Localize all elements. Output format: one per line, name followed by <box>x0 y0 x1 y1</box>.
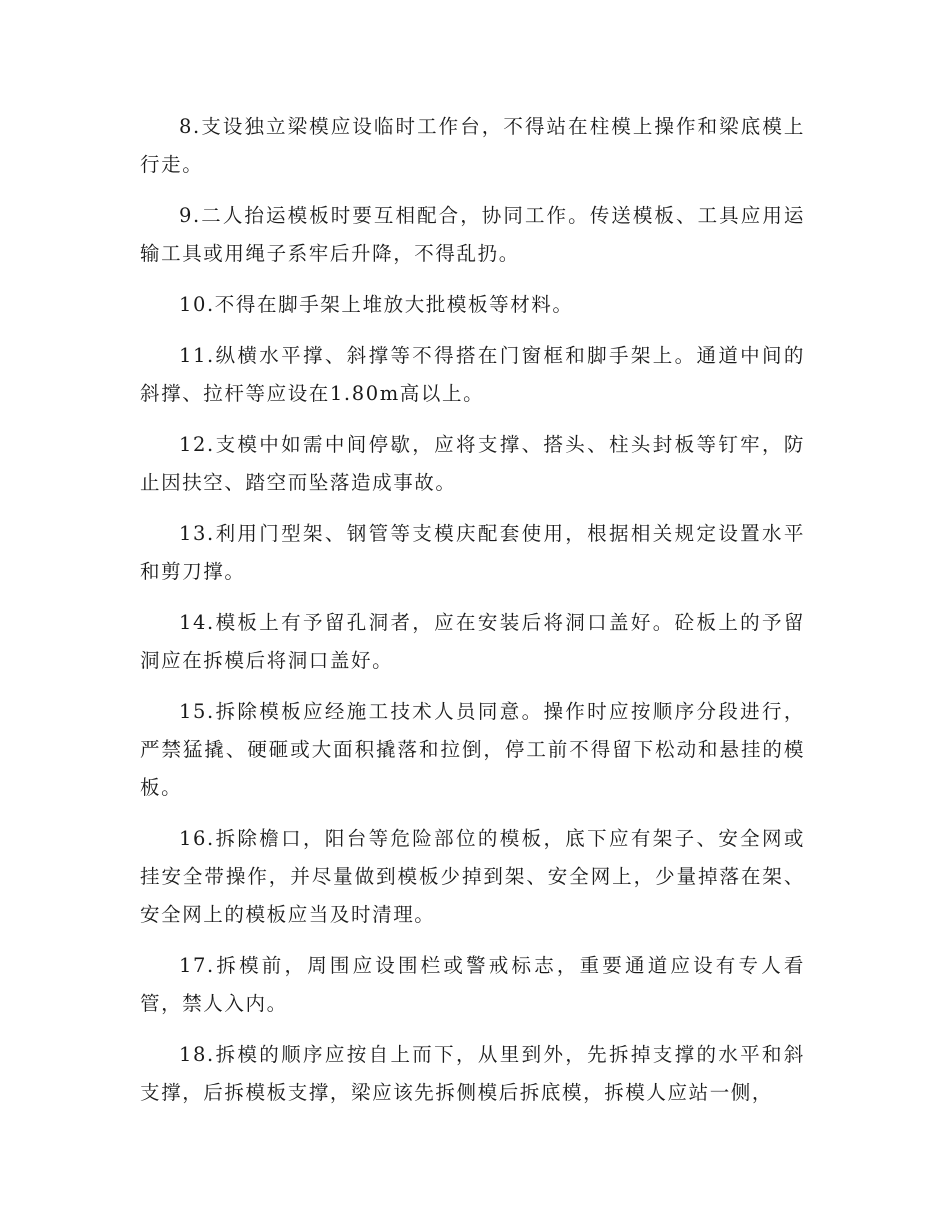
paragraph-14: 14.模板上有予留孔洞者，应在安装后将洞口盖好。砼板上的予留洞应在拆模后将洞口盖好。 <box>140 611 805 672</box>
paragraph-8: 8.支设独立梁模应设临时工作台，不得站在柱模上操作和梁底模上行走。 <box>140 115 805 176</box>
paragraph-12: 12.支模中如需中间停歇，应将支撑、搭头、柱头封板等钉牢，防止因扶空、踏空而坠落造成事故。 <box>140 433 805 494</box>
paragraph-17: 17.拆模前，周围应设围栏或警戒标志，重要通道应设有专人看管，禁人入内。 <box>140 954 805 1015</box>
paragraph-18: 18.拆模的顺序应按自上而下，从里到外，先拆掉支撑的水平和斜支撑，后拆模板支撑，梁应该先拆侧模后拆底模，拆模人应站一侧， <box>140 1043 805 1104</box>
paragraph-9: 9.二人抬运模板时要互相配合，协同工作。传送模板、工具应用运输工具或用绳子系牢后升降，不得乱扔。 <box>140 204 805 265</box>
paragraph-16: 16.拆除檐口，阳台等危险部位的模板，底下应有架子、安全网或挂安全带操作，并尽量做到模板少掉到架、安全网上，少量掉落在架、安全网上的模板应当及时清理。 <box>140 827 805 926</box>
document-body <box>140 108 805 1125</box>
paragraph-15: 15.拆除模板应经施工技术人员同意。操作时应按顺序分段进行，严禁猛撬、硬砸或大面积撬落和拉倒，停工前不得留下松动和悬挂的模板。 <box>140 700 805 799</box>
paragraph-10: 10.不得在脚手架上堆放大批模板等材料。 <box>179 293 574 316</box>
paragraph-13: 13.利用门型架、钢管等支模庆配套使用，根据相关规定设置水平和剪刀撑。 <box>140 522 805 583</box>
paragraph-11: 11.纵横水平撑、斜撑等不得搭在门窗框和脚手架上。通道中间的斜撑、拉杆等应设在1.80m高以上。 <box>140 344 805 405</box>
